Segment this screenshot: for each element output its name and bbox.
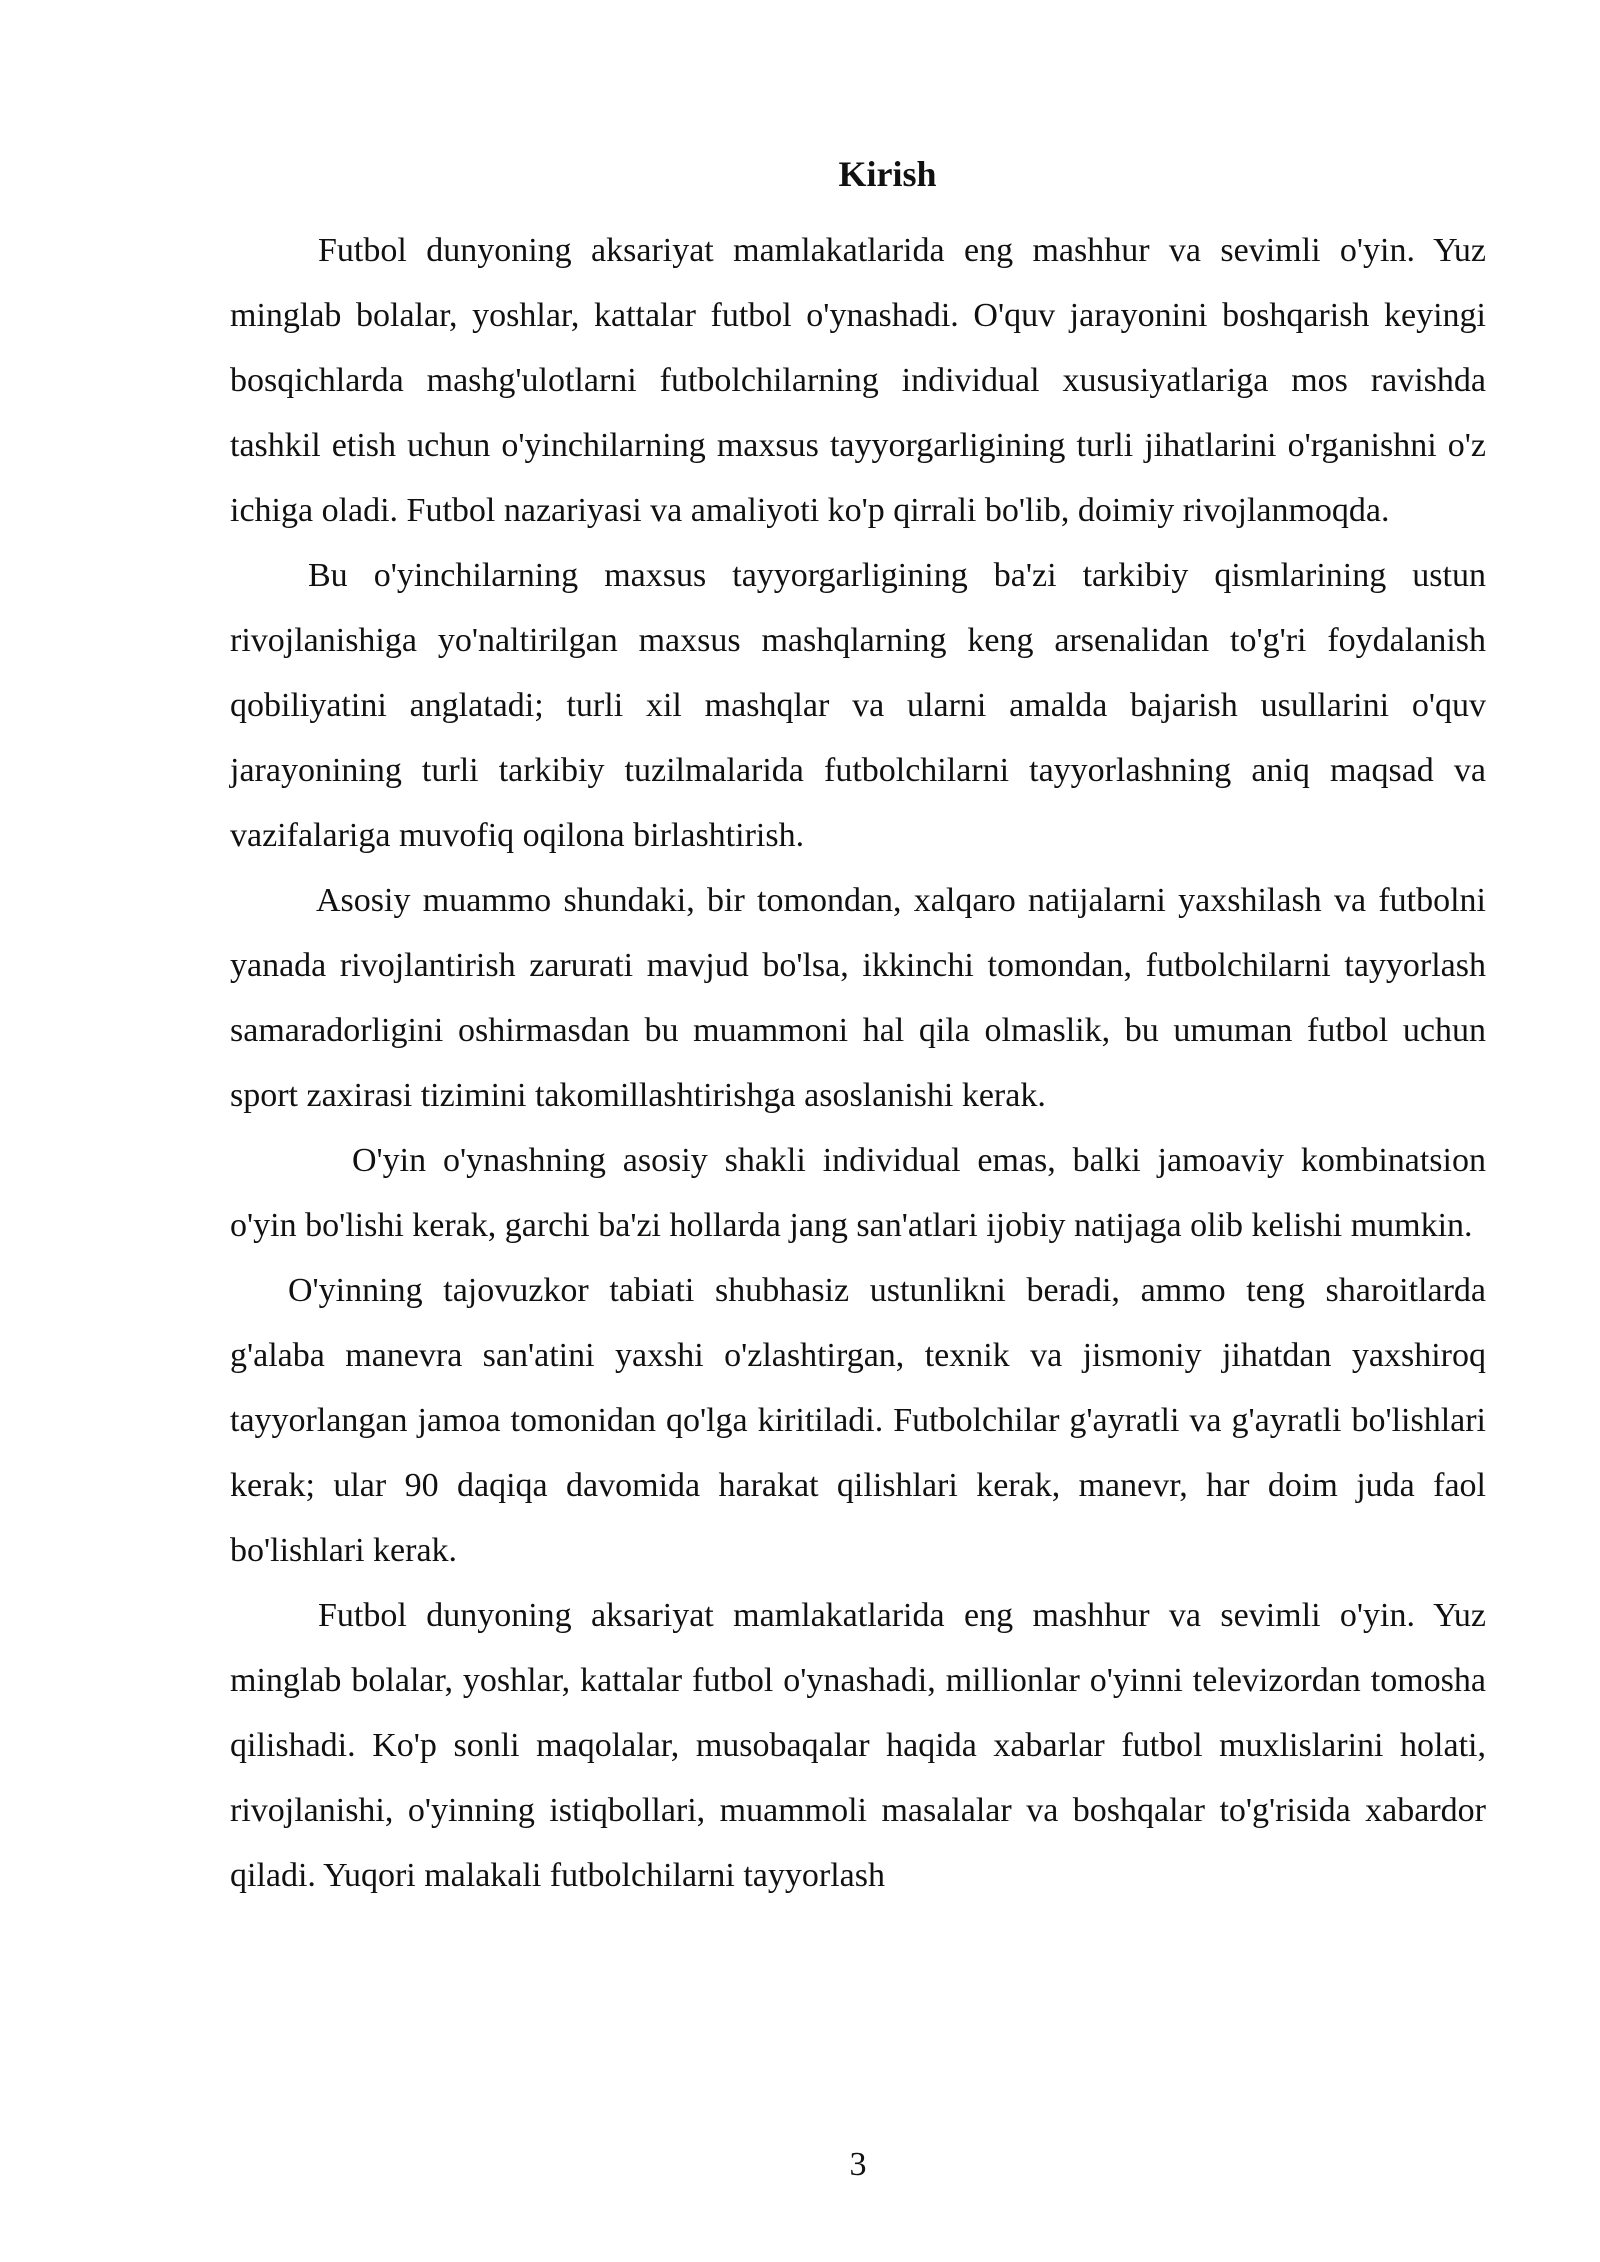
section-title: Kirish	[838, 154, 937, 194]
page-number: 3	[849, 2146, 867, 2183]
paragraph-3: Asosiy muammo shundaki, bir tomondan, xalqaro natijalarni yaxshilash va futbolni yanada rivojlantirish zarurati mavjud bo'lsa, ikkinchi tomondan, futbolchilarni tayyorlash samaradorligini oshirmasdan bu muammoni hal qila olmaslik, bu umuman futbol uchun sport zaxirasi tizimini takomillashtirishga asoslanishi kerak.	[230, 882, 1486, 1114]
paragraph-6: Futbol dunyoning aksariyat mamlakatlarida eng mashhur va sevimli o'yin. Yuz minglab bolalar, yoshlar, kattalar futbol o'ynashadi, millionlar o'yinni televizordan tomosha qilishadi. Ko'p sonli maqolalar, musobaqalar haqida xabarlar futbol muxlislarini holati, rivojlanishi, o'yinning istiqbollari, muammoli masalalar va boshqalar to'g'risida xabardor qiladi. Yuqori malakali futbolchilarni tayyorlash	[230, 1597, 1486, 1894]
paragraph-1: Futbol dunyoning aksariyat mamlakatlarida eng mashhur va sevimli o'yin. Yuz minglab bolalar, yoshlar, kattalar futbol o'ynashadi. O'quv jarayonini boshqarish keyingi bosqichlarda mashg'ulotlarni futbolchilarning individual xususiyatlariga mos ravishda tashkil etish uchun o'yinchilarning maxsus tayyorgarligining turli jihatlarini o'rganishni o'z ichiga oladi. Futbol nazariyasi va amaliyoti ko'p qirrali bo'lib, doimiy rivojlanmoqda.	[230, 232, 1486, 529]
paragraph-4: O'yin o'ynashning asosiy shakli individual emas, balki jamoaviy kombinatsion o'yin bo'lishi kerak, garchi ba'zi hollarda jang san'atlari ijobiy natijaga olib kelishi mumkin.	[230, 1142, 1486, 1244]
paragraph-2: Bu o'yinchilarning maxsus tayyorgarligining ba'zi tarkibiy qismlarining ustun rivojlanishiga yo'naltirilgan maxsus mashqlarning keng arsenalidan to'g'ri foydalanish qobiliyatini anglatadi; turli xil mashqlar va ularni amalda bajarish usullarini o'quv jarayonining turli tarkibiy tuzilmalarida futbolchilarni tayyorlashning aniq maqsad va vazifalariga muvofiq oqilona birlashtirish.	[230, 557, 1486, 854]
paragraph-5: O'yinning tajovuzkor tabiati shubhasiz ustunlikni beradi, ammo teng sharoitlarda g'alaba manevra san'atini yaxshi o'zlashtirgan, texnik va jismoniy jihatdan yaxshiroq tayyorlangan jamoa tomonidan qo'lga kiritiladi. Futbolchilar g'ayratli va g'ayratli bo'lishlari kerak; ular 90 daqiqa davomida harakat qilishlari kerak, manevr, har doim juda faol bo'lishlari kerak.	[230, 1272, 1486, 1569]
body-text	[230, 218, 1486, 1908]
